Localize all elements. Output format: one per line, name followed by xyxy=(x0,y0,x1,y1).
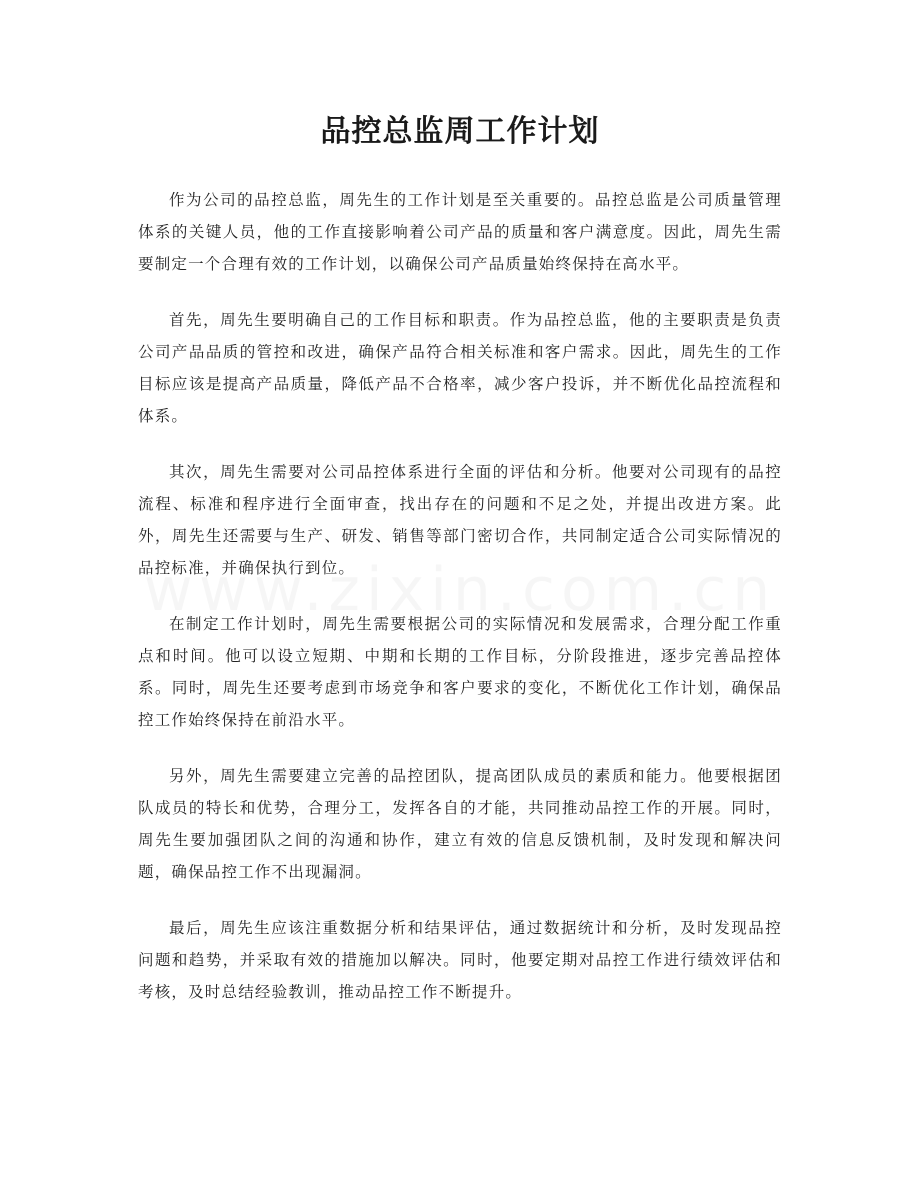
paragraph: 最后，周先生应该注重数据分析和结果评估，通过数据统计和分析，及时发现品控问题和趋势，并采取有效的措施加以解决。同时，他要定期对品控工作进行绩效评估和考核，及时总结经验教训，推动品控工作不断提升。 xyxy=(138,919,782,1001)
document-title: 品控总监周工作计划 xyxy=(320,114,600,149)
paragraph: 另外，周先生需要建立完善的品控团队，提高团队成员的素质和能力。他要根据团队成员的特长和优势，合理分工，发挥各自的才能，共同推动品控工作的开展。同时，周先生要加强团队之间的沟通和协作，建立有效的信息反馈机制，及时发现和解决问题，确保品控工作不出现漏洞。 xyxy=(138,767,782,881)
document-body xyxy=(138,184,782,1008)
paragraph: 首先，周先生要明确自己的工作目标和职责。作为品控总监，他的主要职责是负责公司产品品质的管控和改进，确保产品符合相关标准和客户需求。因此，周先生的工作目标应该是提高产品质量，降低产品不合格率，减少客户投诉，并不断优化品控流程和体系。 xyxy=(138,311,782,425)
paragraph: 其次，周先生需要对公司品控体系进行全面的评估和分析。他要对公司现有的品控流程、标准和程序进行全面审查，找出存在的问题和不足之处，并提出改进方案。此外，周先生还需要与生产、研发、销售等部门密切合作，共同制定适合公司实际情况的品控标准，并确保执行到位。 xyxy=(138,463,782,577)
paragraph: 在制定工作计划时，周先生需要根据公司的实际情况和发展需求，合理分配工作重点和时间。他可以设立短期、中期和长期的工作目标，分阶段推进，逐步完善品控体系。同时，周先生还要考虑到市场竞争和客户要求的变化，不断优化工作计划，确保品控工作始终保持在前沿水平。 xyxy=(138,615,782,729)
paragraph: 作为公司的品控总监，周先生的工作计划是至关重要的。品控总监是公司质量管理体系的关键人员，他的工作直接影响着公司产品的质量和客户满意度。因此，周先生需要制定一个合理有效的工作计划，以确保公司产品质量始终保持在高水平。 xyxy=(138,191,782,273)
